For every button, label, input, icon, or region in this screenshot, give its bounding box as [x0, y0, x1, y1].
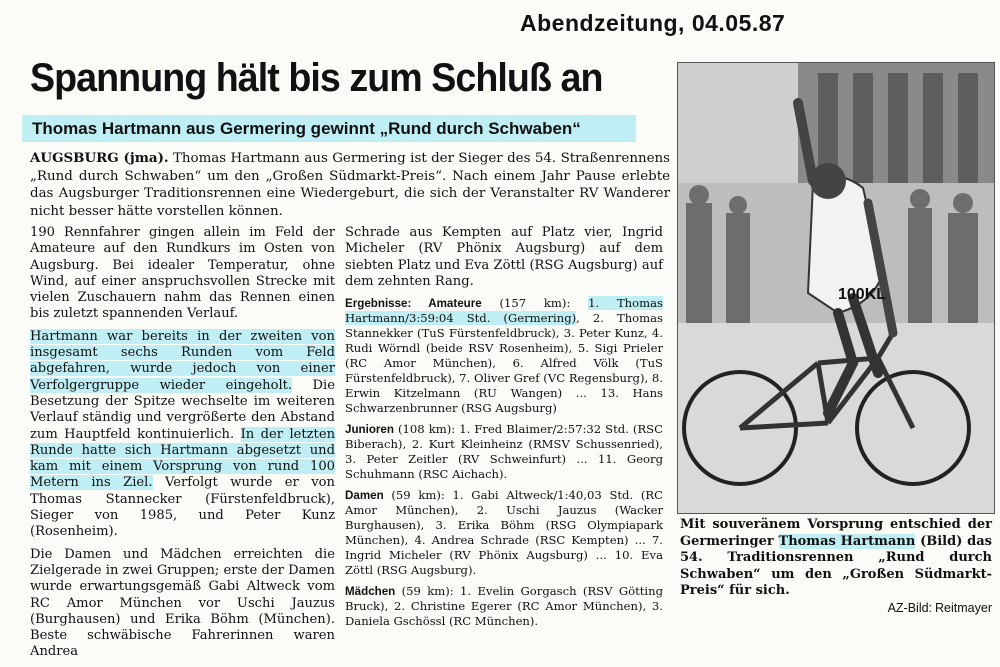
cyclist-illustration	[678, 63, 994, 513]
results-text: (59 km): 1. Gabi Altweck/1:40,03 Std. (RC Amor München), 2. Uschi Jauzus (Wacker Burghausen), 3. Erika Böhm (RSG Olympiapark München), 4. Andrea Schrade (RSC Kempten) ... 7. Ingrid Micheler (RV Phönix Augsburg) ... 10. Eva Zöttl (RSG Augsburg).	[345, 488, 663, 578]
results-text: (59 km): 1. Evelin Gorgasch (RSV Götting Bruck), 2. Christine Egerer (RC Amor München), 3. Daniela Gschössl (RC München).	[345, 584, 663, 629]
results-heading: Junioren	[345, 423, 394, 437]
article-column-2	[345, 225, 663, 635]
headline: Spannung hält bis zum Schluß an	[30, 56, 603, 100]
highlighted-text: Thomas Hartmann	[778, 533, 916, 549]
results-heading: Mädchen	[345, 585, 396, 599]
photo-caption	[680, 517, 992, 616]
results-block	[345, 488, 663, 578]
results-text: , 2. Thomas Stannekker (TuS Fürstenfeldbruck), 3. Peter Kunz, 4. Rudi Wörndl (beide RSV Rosenheim), 5. Sigi Prieler (RC Amor München), 6. Alfred Völk (TuS Fürstenfeldbruck), 7. Oliver Gref (VC Regensburg), 8. Erwin Kitzelmann (RU Wangen) ... 13. Hans Schwarzenbrunner (RSG Augsburg)	[345, 311, 664, 416]
photo-credit	[680, 600, 992, 617]
results-heading: Ergebnisse: Amateure	[345, 297, 482, 311]
paragraph-text: Die Besetzung der Spitze wechselte im weiteren Verlauf ständig und vergrößerte den Abstand zum Hauptfeld kontinuierlich.	[30, 377, 335, 442]
article-column-1	[30, 225, 335, 667]
highlighted-text: Hartmann war bereits in der zweiten von insgesamt sechs Runden vom Feld abgefahren, wurde jedoch von einer Verfolgergruppe wieder eingeholt.	[30, 328, 335, 393]
paragraph	[30, 329, 335, 541]
highlighted-text: 1. Thomas Hartmann/3:59:04 Std. (Germering)	[345, 296, 663, 326]
cyclist-photo	[677, 62, 995, 514]
paragraph: 190 Rennfahrer gingen allein im Feld der Amateure auf den Rundkurs im Osten von Augsburg. Bei idealer Temperatur, ohne Wind, auf einer anspruchsvollen Strecke mit vielen Zuschauern nahm das Rennen einen bis zuletzt spannenden Verlauf.	[30, 225, 335, 322]
dateline: AUGSBURG (jma).	[30, 150, 169, 166]
credit-label: AZ-Bild:	[887, 600, 933, 615]
paragraph-text: Verfolgt wurde er von Thomas Stannecker (Fürstenfeldbruck), Sieger von 1985, und Peter Kunz (Rosenheim).	[30, 475, 335, 540]
paragraph: Die Damen und Mädchen erreichten die Zielgerade in zwei Gruppen; erste der Damen wurde erwartungsgemäß Gabi Altweck vom RC Amor München vor Uschi Jauzus (Burghausen) und Erika Böhm (München). Beste schwäbische Fahrerinnen waren Andrea	[30, 546, 335, 660]
caption-text: Mit souveränem Vorsprung entschied der Germeringer	[680, 517, 992, 549]
results-block	[345, 422, 663, 482]
results-block	[345, 296, 663, 416]
lead-paragraph	[30, 150, 670, 220]
results-pre: (157 km):	[481, 296, 589, 311]
paragraph: Schrade aus Kempten auf Platz vier, Ingrid Micheler (RV Phönix Augsburg) auf dem siebten Platz und Eva Zöttl (RSG Augsburg) auf dem zehnten Rang.	[345, 225, 663, 289]
source-label: Abendzeitung, 04.05.87	[520, 10, 786, 36]
results-block	[345, 584, 663, 629]
credit-name: Reitmayer	[935, 600, 992, 615]
results-heading: Damen	[345, 489, 384, 503]
subheadline: Thomas Hartmann aus Germering gewinnt „Rund durch Schwaben“	[22, 115, 636, 142]
jersey-text: 100KL	[838, 286, 887, 303]
lead-text: Thomas Hartmann aus Germering ist der Sieger des 54. Straßenrennens „Rund durch Schwaben“ um den „Großen Südmarkt-Preis“. Nach einem Jahr Pause erlebte das Augsburger Traditionsrennen eine Wiedergeburt, die sich der Veranstalter RV Wanderer nicht besser hätte vorstellen können.	[30, 151, 670, 219]
caption-text: (Bild) das 54. Traditionsrennen „Rund durch Schwaben“ um den „Großen Südmarkt-Preis“ für sich.	[680, 533, 992, 598]
highlighted-text: In der letzten Runde hatte sich Hartmann abgesetzt und kam mit einem Vorsprung von rund 100 Metern ins Ziel.	[30, 426, 335, 491]
results-text: (108 km): 1. Fred Blaimer/2:57:32 Std. (RSC Biberach), 2. Kurt Kleinheinz (RMSV Schussenried), 3. Peter Zeitler (RV Schweinfurt) ... 11. Georg Schuhmann (RSC Aichach).	[345, 422, 663, 482]
